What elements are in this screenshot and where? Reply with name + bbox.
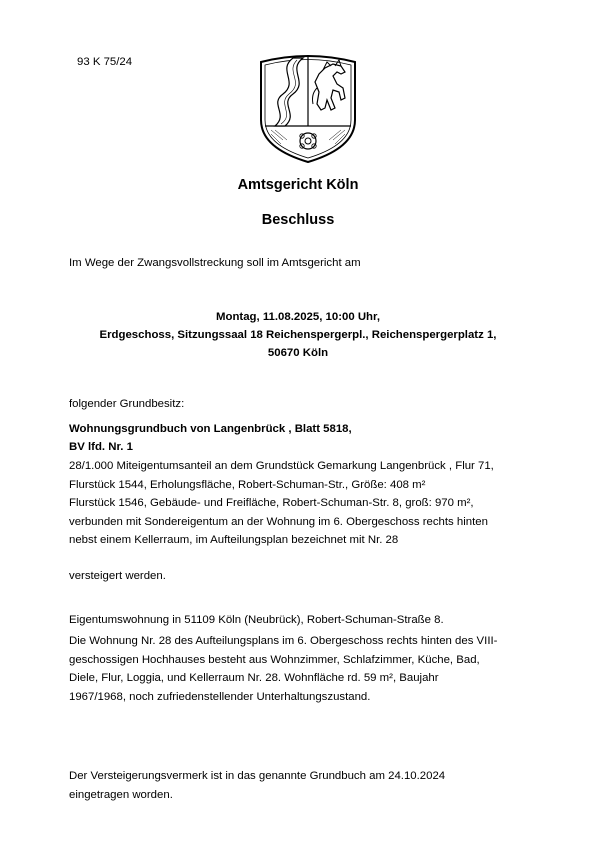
appointment-location: Erdgeschoss, Sitzungssaal 18 Reichenspergerpl., Reichenspergerplatz 1, — [99, 329, 497, 341]
property-detail-line: Flurstück 1546, Gebäude- und Freifläche, Robert-Schuman-Str. 8, groß: 970 m², — [69, 497, 474, 510]
property-summary: Eigentumswohnung in 51109 Köln (Neubrück), Robert-Schuman-Straße 8. — [69, 614, 444, 626]
property-detail-line: nebst einem Kellerraum, im Aufteilungsplan bezeichnet mit Nr. 28 — [69, 534, 399, 547]
registration-note-line: eingetragen worden. — [69, 788, 173, 801]
description-line: Diele, Flur, Loggia, und Kellerraum Nr. 28. Wohnfläche rd. 59 m², Baujahr — [69, 672, 439, 685]
property-detail-line: Flurstück 1544, Erholungsfläche, Robert-Schuman-Str., Größe: 408 m² — [69, 478, 426, 491]
registration-note-line: Der Versteigerungsvermerk ist in das genannte Grundbuch am 24.10.2024 — [69, 770, 446, 782]
property-detail-line: verbunden mit Sondereigentum an der Wohnung im 6. Obergeschoss rechts hinten — [69, 515, 488, 528]
property-details — [69, 457, 494, 550]
property-description — [69, 632, 497, 706]
auction-outcome: versteigert werden. — [69, 570, 166, 582]
court-title: Amtsgericht Köln — [237, 177, 359, 193]
case-number: 93 K 75/24 — [77, 56, 133, 68]
intro-text: Im Wege der Zwangsvollstreckung soll im Amtsgericht am — [69, 257, 361, 269]
property-intro: folgender Grundbesitz: — [69, 398, 185, 410]
description-line: 1967/1968, noch zufriedenstellender Unterhaltungszustand. — [69, 690, 371, 703]
appointment-date: Montag, 11.08.2025, 10:00 Uhr, — [216, 311, 380, 323]
land-register: Wohnungsgrundbuch von Langenbrück , Blatt 5818, — [69, 423, 352, 435]
coat-of-arms-seal — [253, 48, 363, 166]
description-line: geschossigen Hochhauses besteht aus Wohnzimmer, Schlafzimmer, Küche, Bad, — [69, 653, 480, 666]
property-detail-line: 28/1.000 Miteigentumsanteil an dem Grundstück Gemarkung Langenbrück , Flur 71, — [69, 460, 494, 472]
description-line: Die Wohnung Nr. 28 des Aufteilungsplans im 6. Obergeschoss rechts hinten des VIII- — [69, 635, 498, 647]
document-type: Beschluss — [261, 212, 335, 228]
registration-note — [69, 767, 445, 804]
property-item-number: BV lfd. Nr. 1 — [69, 441, 133, 453]
appointment-city: 50670 Köln — [267, 347, 329, 359]
